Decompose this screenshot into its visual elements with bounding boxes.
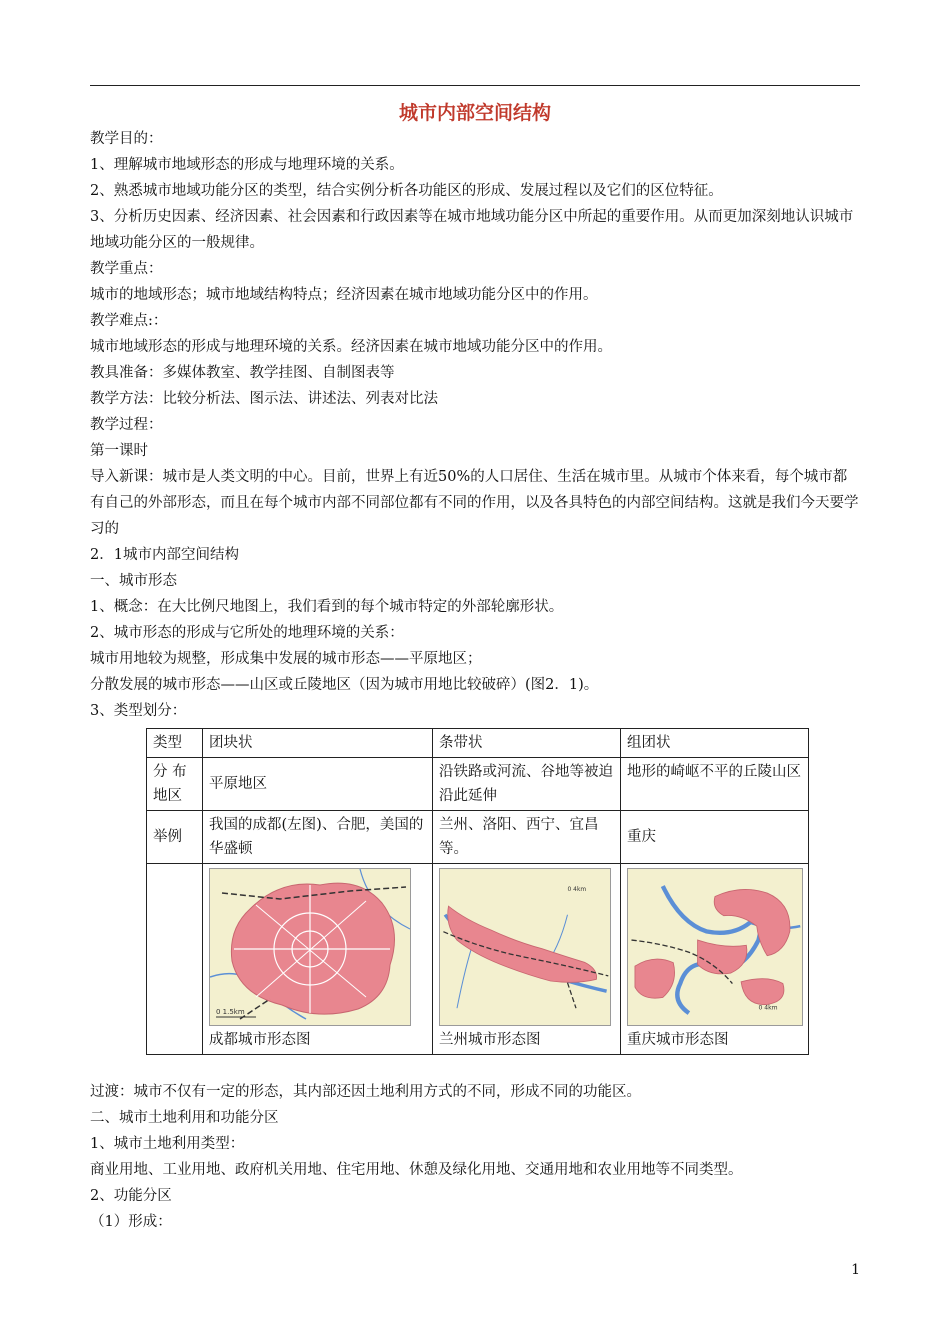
paragraph: 过渡：城市不仅有一定的形态，其内部还因土地利用方式的不同，形成不同的功能区。 (90, 1084, 641, 1100)
map-caption: 成都城市形态图 (209, 1032, 311, 1048)
document-body (90, 126, 860, 1235)
paragraph: 教学过程： (90, 417, 163, 433)
paragraph: 2、城市形态的形成与它所处的地理环境的关系： (90, 625, 404, 641)
table-cell: 平原地区 (203, 758, 433, 811)
text-after-table (90, 1079, 860, 1235)
paragraph: 2、功能分区 (90, 1188, 172, 1204)
table-cell: 兰州、洛阳、西宁、宜昌等。 (433, 811, 621, 864)
paragraph: 商业用地、工业用地、政府机关用地、住宅用地、休憩及绿化用地、交通用地和农业用地等不同类型。 (90, 1162, 743, 1178)
paragraph: 2、熟悉城市地域功能分区的类型，结合实例分析各功能区的形成、发展过程以及它们的区位特征。 (90, 183, 723, 199)
table-row-maps (147, 864, 809, 1055)
paragraph: 教学难点:： (90, 313, 168, 329)
paragraph: 二、城市土地利用和功能分区 (90, 1110, 279, 1126)
table-row (147, 811, 809, 864)
paragraph: （1）形成： (90, 1214, 172, 1230)
paragraph: 城市用地较为规整，形成集中发展的城市形态——平原地区； (90, 651, 482, 667)
table-cell: 分 布地区 (147, 758, 203, 811)
page-title: 城市内部空间结构 (398, 102, 551, 124)
paragraph: 分散发展的城市形态——山区或丘陵地区（因为城市用地比较破碎）(图2．1)。 (90, 677, 599, 693)
map-caption: 重庆城市形态图 (627, 1032, 729, 1048)
paragraph: 教学重点： (90, 261, 163, 277)
paragraph: 1、理解城市地域形态的形成与地理环境的关系。 (90, 157, 404, 173)
paragraph: 城市地域形态的形成与地理环境的关系。经济因素在城市地域功能分区中的作用。 (90, 339, 612, 355)
map-caption: 兰州城市形态图 (439, 1032, 541, 1048)
table-cell: 举例 (147, 811, 203, 864)
table-cell: 重庆 (621, 811, 809, 864)
table-header-cell: 团块状 (203, 729, 433, 758)
lanzhou-map-image (439, 868, 611, 1026)
paragraph: 1、概念：在大比例尺地图上，我们看到的每个城市特定的外部轮廓形状。 (90, 599, 564, 615)
paragraph: 3、分析历史因素、经济因素、社会因素和行政因素等在城市地域功能分区中所起的重要作用。从而更加深刻地认识城市地域功能分区的一般规律。 (90, 209, 854, 251)
paragraph: 第一课时 (90, 443, 148, 459)
table-cell: 沿铁路或河流、谷地等被迫沿此延伸 (433, 758, 621, 811)
table-header-cell: 条带状 (433, 729, 621, 758)
paragraph: 1、城市土地利用类型： (90, 1136, 245, 1152)
paragraph: 导入新课：城市是人类文明的中心。目前，世界上有近50%的人口居住、生活在城市里。从城市个体来看，每个城市都有自己的外部形态，而且在每个城市内部不同部位都有不同的作用，以及各具特色的内部空间结构。这就是我们今天要学习的 (90, 469, 859, 537)
city-form-table-wrapper (146, 728, 860, 1055)
text-before-table (90, 126, 860, 724)
header-rule (90, 85, 860, 86)
map-cell-chongqing (621, 864, 809, 1055)
paragraph: 2．1城市内部空间结构 (90, 547, 239, 563)
table-header-cell: 类型 (147, 729, 203, 758)
chongqing-map-image (627, 868, 803, 1026)
paragraph: 教学目的： (90, 131, 163, 147)
page-number: 1 (851, 1262, 860, 1278)
chengdu-map-image (209, 868, 411, 1026)
city-form-table (146, 728, 809, 1055)
table-header-row (147, 729, 809, 758)
paragraph: 3、类型划分： (90, 703, 187, 719)
table-cell: 地形的崎岖不平的丘陵山区 (621, 758, 809, 811)
table-row (147, 758, 809, 811)
table-header-cell: 组团状 (621, 729, 809, 758)
table-cell-empty (147, 864, 203, 1055)
map-cell-chengdu (203, 864, 433, 1055)
paragraph: 教学方法：比较分析法、图示法、讲述法、列表对比法 (90, 391, 438, 407)
table-cell: 我国的成都(左图)、合肥，美国的华盛顿 (203, 811, 433, 864)
paragraph: 城市的地域形态；城市地域结构特点；经济因素在城市地域功能分区中的作用。 (90, 287, 598, 303)
map-cell-lanzhou (433, 864, 621, 1055)
map-scale-label: 0 4km (758, 1004, 778, 1012)
map-scale-label: 0 4km (567, 885, 587, 893)
map-scale-label: 0 1.5km (216, 1008, 245, 1016)
paragraph: 一、城市形态 (90, 573, 177, 589)
paragraph: 教具准备：多媒体教室、教学挂图、自制图表等 (90, 365, 395, 381)
